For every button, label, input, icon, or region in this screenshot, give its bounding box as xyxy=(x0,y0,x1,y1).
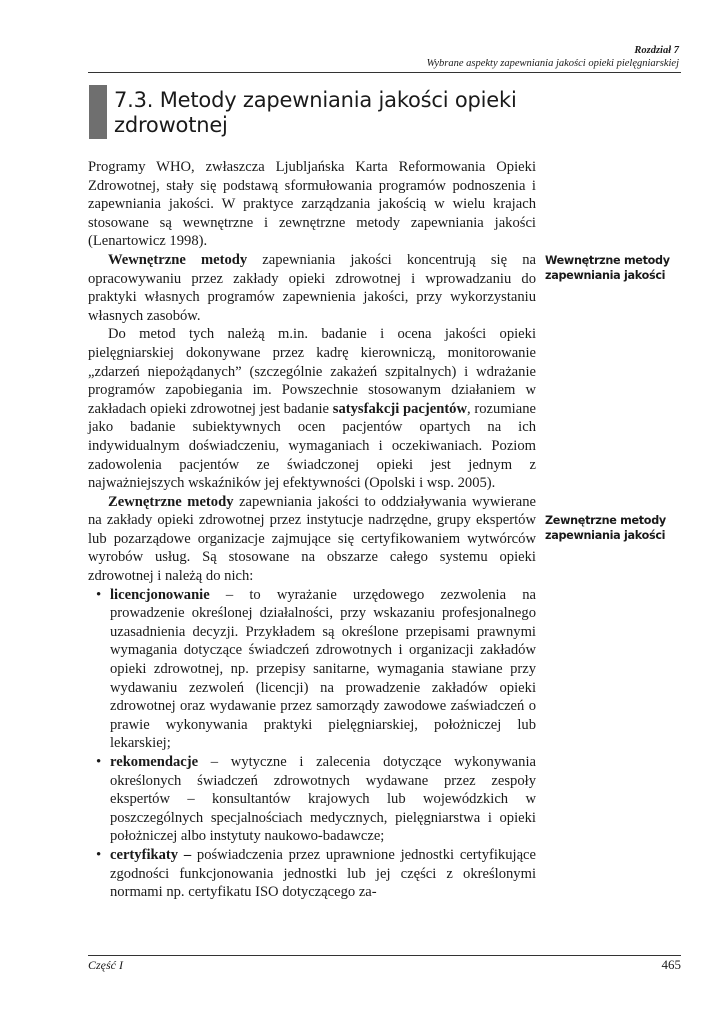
header-rule xyxy=(88,72,681,73)
list-item xyxy=(96,846,536,902)
list-item-term: certyfikaty – xyxy=(110,846,192,863)
list-item-text: – to wyrażanie urzędowego zezwolenia na prowadzenie określonej działalności, przy wskazaniu profesjonalnego uzasadnienia decyzji. Przykładem są określone przepisami prawnymi wymagania dotyczące świadczeń zdrowotnych i organizacji zakładów opieki zdrowotnej, np. przepisy sanitarne, wymagania stawiane przy wydawaniu zezwoleń (licencji) na prowadzenie zakładów opieki zdrowotnej oraz wydawanie przez samorządy zawodowe zaświadczeń o prawie wykonywania praktyki pielęgniarskiej, położniczej lub lekarskiej; xyxy=(110,586,536,752)
footer-part-label: Część I xyxy=(88,958,123,972)
paragraph-examples-text-end: , rozumiane jako badanie subiektywnych ocen pacjentów opartych na ich indywidualnym doświadczeniu, wymaganiach i oczekiwaniach. Poziom zadowolenia pacjentów ze świadczonej opieki jest jednym z najważniejszych wskaźników jej efektywności (Opolski i wsp. 2005). xyxy=(88,400,536,492)
section-title-marker xyxy=(89,85,107,139)
term-external-methods: Zewnętrzne metody xyxy=(108,493,234,510)
margin-note-external: Zewnętrzne metody zapewniania jakości xyxy=(545,514,666,542)
paragraph-internal-text: zapewniania jakości koncentrują się na opracowywaniu przez zakłady opieki zdrowotnej i wprowadzaniu do praktyki własnych programów zapewnienia jakości, przy wykorzystaniu własnych zasobów. xyxy=(88,251,536,324)
bullet-icon: • xyxy=(96,586,102,603)
paragraph-examples-text: Do metod tych należą m.in. badanie i ocena jakości opieki pielęgniarskiej dokonywane przez kadrę kierowniczą, monitorowanie „zdarzeń niepożądanych” (szczególnie zakażeń szpitalnych) i wdrażanie programów zapobiegania im. Powszechnie stosowanym działaniem w zakładach opieki zdrowotnej jest badanie xyxy=(88,326,536,417)
term-patient-satisfaction: satysfakcji pacjentów xyxy=(332,400,468,417)
paragraph-internal-examples xyxy=(88,325,536,492)
paragraph-internal-methods xyxy=(88,251,536,325)
margin-note-internal: Wewnętrzne metody zapewniania jakości xyxy=(545,254,670,282)
chapter-label: Rozdział 7 xyxy=(634,45,679,56)
paragraph-external-text: zapewniania jakości to oddziaływania wywierane na zakłady opieki zdrowotnej przez instytucje nadrzędne, grupy ekspertów lub pozarządowe organizacje zajmujące się certyfikowaniem wytwórców wyrobów usług. Są stosowane na obszarze całego systemu opieki zdrowotnej i należą do nich: xyxy=(88,493,536,585)
term-internal-methods: Wewnętrzne metody xyxy=(108,251,248,268)
external-methods-list xyxy=(88,586,536,902)
bullet-icon: • xyxy=(96,846,102,863)
list-item xyxy=(96,753,536,846)
section-title: 7.3. Metody zapewniania jakości opieki zdrowotnej xyxy=(114,88,517,137)
list-item xyxy=(96,586,536,753)
footer-rule xyxy=(88,955,681,956)
paragraph-external-methods xyxy=(88,493,536,586)
list-item-text: poświadczenia przez uprawnione jednostki certyfikujące zgodności funkcjonowania jednostki lub jej części z określonymi normami np. certyfikatu ISO dotyczącego za- xyxy=(110,846,536,901)
main-text xyxy=(88,158,536,902)
list-item-term: rekomendacje xyxy=(110,754,199,770)
paragraph-intro: Programy WHO, zwłaszcza Ljubljańska Karta Reformowania Opieki Zdrowotnej, stały się podstawą sformułowania programów podnoszenia i zapewniania jakości. W praktyce zarządzania jakością w wielu krajach stosowane są wewnętrzne i zewnętrzne metody zapewniania jakości (Lenartowicz 1998). xyxy=(88,159,536,250)
chapter-title: Wybrane aspekty zapewniania jakości opieki pielęgniarskiej xyxy=(426,58,679,69)
bullet-icon: • xyxy=(96,754,102,770)
list-item-term: licencjonowanie xyxy=(110,586,210,603)
list-item-text: – wytyczne i zalecenia dotyczące wykonywania określonych świadczeń zdrowotnych wydawane przez zespoły ekspertów – konsultantów krajowych lub wojewódzkich w poszczególnych specjalnościach medycznych, pielęgniarstwa i opieki położniczej albo instytuty naukowo-badawcze; xyxy=(110,754,536,845)
running-header xyxy=(427,44,679,70)
page-number: 465 xyxy=(661,957,681,972)
